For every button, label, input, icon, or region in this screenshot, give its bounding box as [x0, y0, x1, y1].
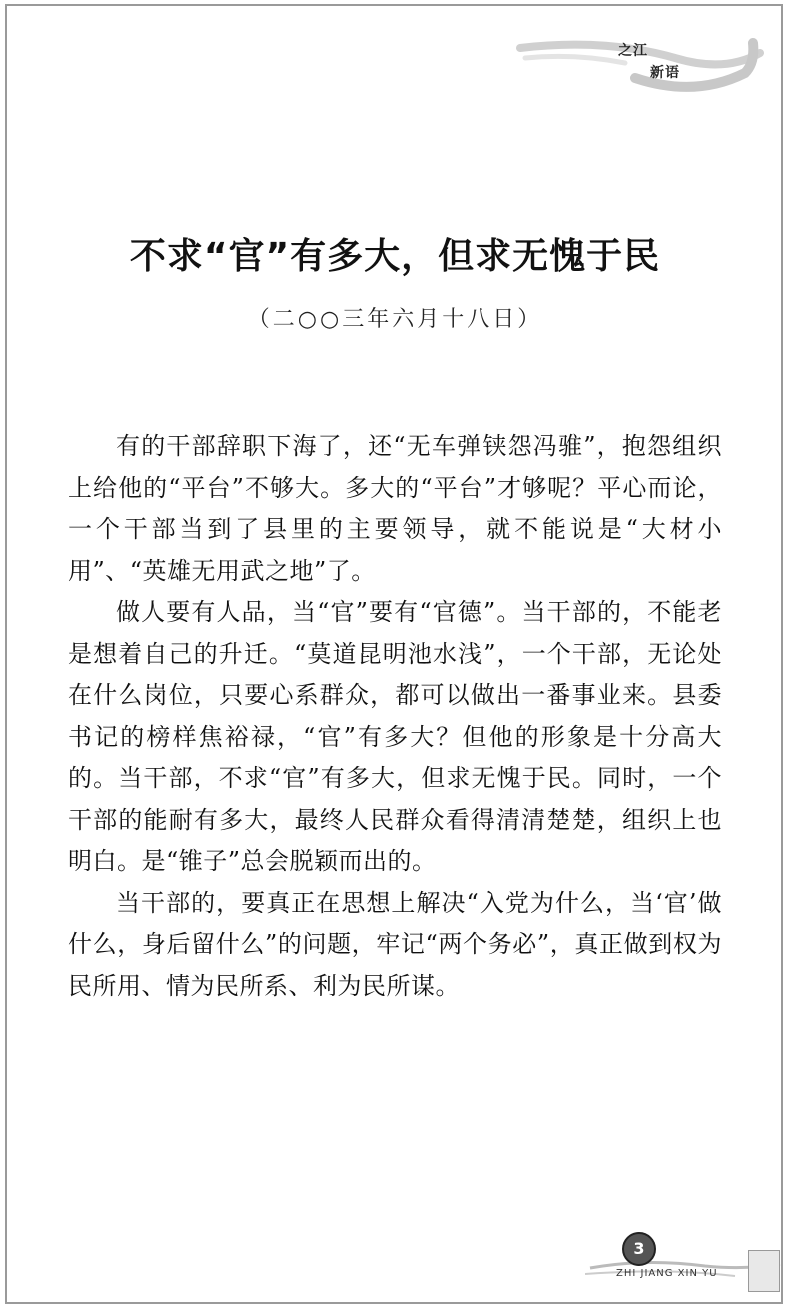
paragraph: 当干部的，要真正在思想上解决“入党为什么，当‘官’做什么，身后留什么”的问题，牢记“两个务必”，真正做到权为民所用、情为民所系、利为民所谋。 — [68, 888, 722, 1000]
article-date: （二○○三年六月十八日） — [247, 307, 543, 332]
corner-ornament — [748, 1250, 780, 1292]
brush-stroke-decoration — [515, 18, 770, 113]
running-head-line2: 新语 — [650, 65, 680, 81]
footer-pinyin: ZHI JIANG XIN YU — [616, 1268, 718, 1279]
paragraph: 做人要有人品，当“官”要有“官德”。当干部的，不能老是想着自己的升迁。“莫道昆明池水浅”，一个干部，无论处在什么岗位，只要心系群众，都可以做出一番事业来。县委书记的榜样焦裕禄，“官”有多大？但他的形象是十分高大的。当干部，不求“官”有多大，但求无愧于民。同时，一个干部的能耐有多大，最终人民群众看得清清楚楚，组织上也明白。是“锥子”总会脱颖而出的。 — [68, 598, 722, 875]
article-title: 不求“官”有多大，但求无愧于民 — [129, 236, 661, 277]
running-head-line1: 之江 — [618, 43, 648, 59]
article-body — [68, 426, 722, 1007]
paragraph: 有的干部辞职下海了，还“无车弹铗怨冯骓”，抱怨组织上给他的“平台”不够大。多大的“平台”才够呢？平心而论，一个干部当到了县里的主要领导，就不能说是“大材小用”、“英雄无用武之地”了。 — [68, 432, 722, 585]
page-number-badge: 3 — [622, 1232, 656, 1266]
